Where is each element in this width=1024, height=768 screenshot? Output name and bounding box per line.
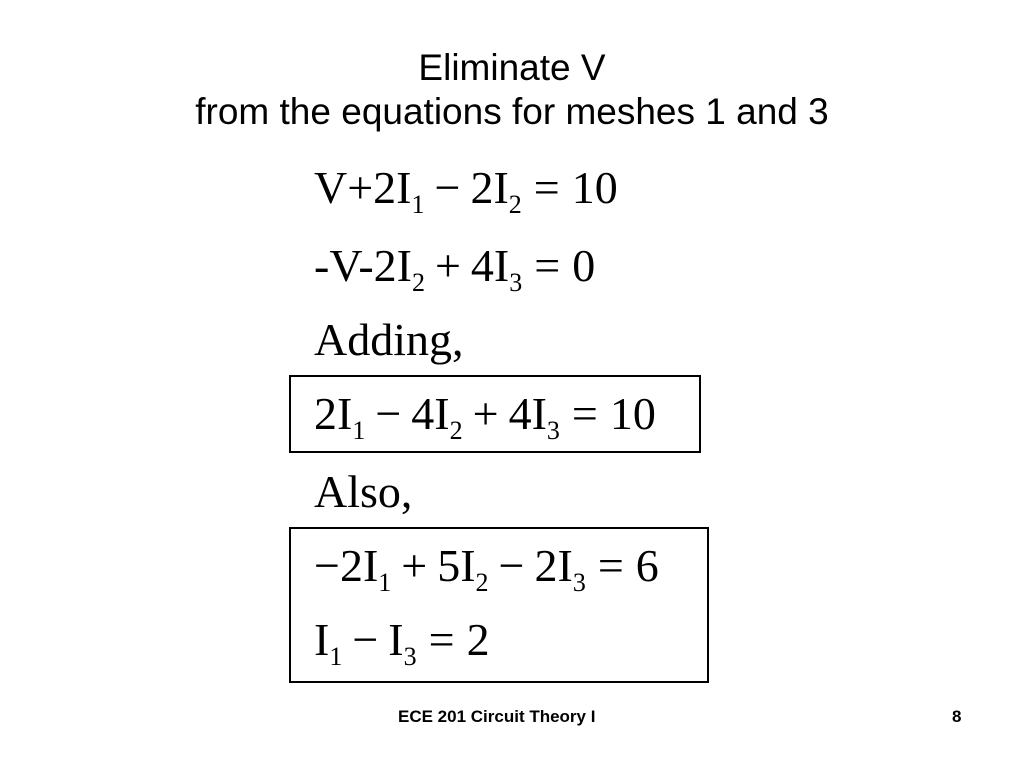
equation-mesh-1 (314, 158, 618, 218)
eq1-subscript: 2 (508, 190, 522, 219)
equation-mesh-2 (314, 536, 659, 596)
eq5-subscript: 3 (403, 642, 417, 671)
eq5-rhs: 2 (466, 614, 490, 665)
eq3-rhs: 10 (609, 388, 656, 439)
eq1-term: 2I (470, 162, 509, 213)
eq4-rhs: 6 (635, 540, 659, 591)
adding-label: Adding, (314, 314, 464, 365)
eq3-subscript: 3 (546, 416, 560, 445)
eq1-operator: − (434, 162, 461, 213)
eq2-operator: + (434, 240, 461, 291)
eq4-term: 5I (437, 540, 476, 591)
eq2-subscript: 2 (411, 268, 425, 297)
slide-title (0, 46, 1024, 134)
footer-course: ECE 201 Circuit Theory I (398, 707, 596, 726)
eq4-subscript: 1 (378, 568, 392, 597)
eq4-operator: + (401, 540, 428, 591)
eq2-term: 4I (470, 240, 510, 291)
eq1-lead-term: V+2I (314, 162, 412, 213)
eq4-operator: − (498, 540, 525, 591)
eq1-equals: = (533, 162, 560, 213)
eq3-operator: + (472, 388, 499, 439)
eq5-operator: − (352, 614, 379, 665)
eq4-subscript: 3 (572, 568, 586, 597)
eq4-term: 2I (534, 540, 573, 591)
eq4-subscript: 2 (475, 568, 489, 597)
eq2-lead-term: -V-2I (314, 240, 412, 291)
eq2-subscript: 3 (509, 268, 523, 297)
eq3-subscript: 1 (352, 416, 366, 445)
eq3-term: 4I (411, 388, 450, 439)
eq3-equals: = (571, 388, 598, 439)
equation-mesh-3 (314, 236, 595, 296)
eq1-rhs: 10 (571, 162, 618, 213)
eq5-term: I (388, 614, 404, 665)
footer-page-number: 8 (952, 707, 962, 726)
eq3-operator: − (375, 388, 402, 439)
eq3-subscript: 2 (449, 416, 463, 445)
equation-sum (314, 384, 656, 444)
eq4-equals: = (597, 540, 624, 591)
eq5-lead-term: I (314, 614, 330, 665)
eq5-subscript: 1 (329, 642, 343, 671)
eq3-lead-term: 2I (314, 388, 353, 439)
equation-current-source (314, 610, 490, 670)
title-line-1: Eliminate V (418, 47, 606, 88)
eq2-equals: = (534, 240, 561, 291)
title-line-2: from the equations for meshes 1 and 3 (195, 91, 829, 132)
eq2-rhs: 0 (572, 240, 596, 291)
eq5-equals: = (428, 614, 455, 665)
eq1-subscript: 1 (411, 190, 425, 219)
also-label: Also, (314, 466, 413, 517)
eq4-lead-term: −2I (314, 540, 379, 591)
eq3-term: 4I (508, 388, 547, 439)
